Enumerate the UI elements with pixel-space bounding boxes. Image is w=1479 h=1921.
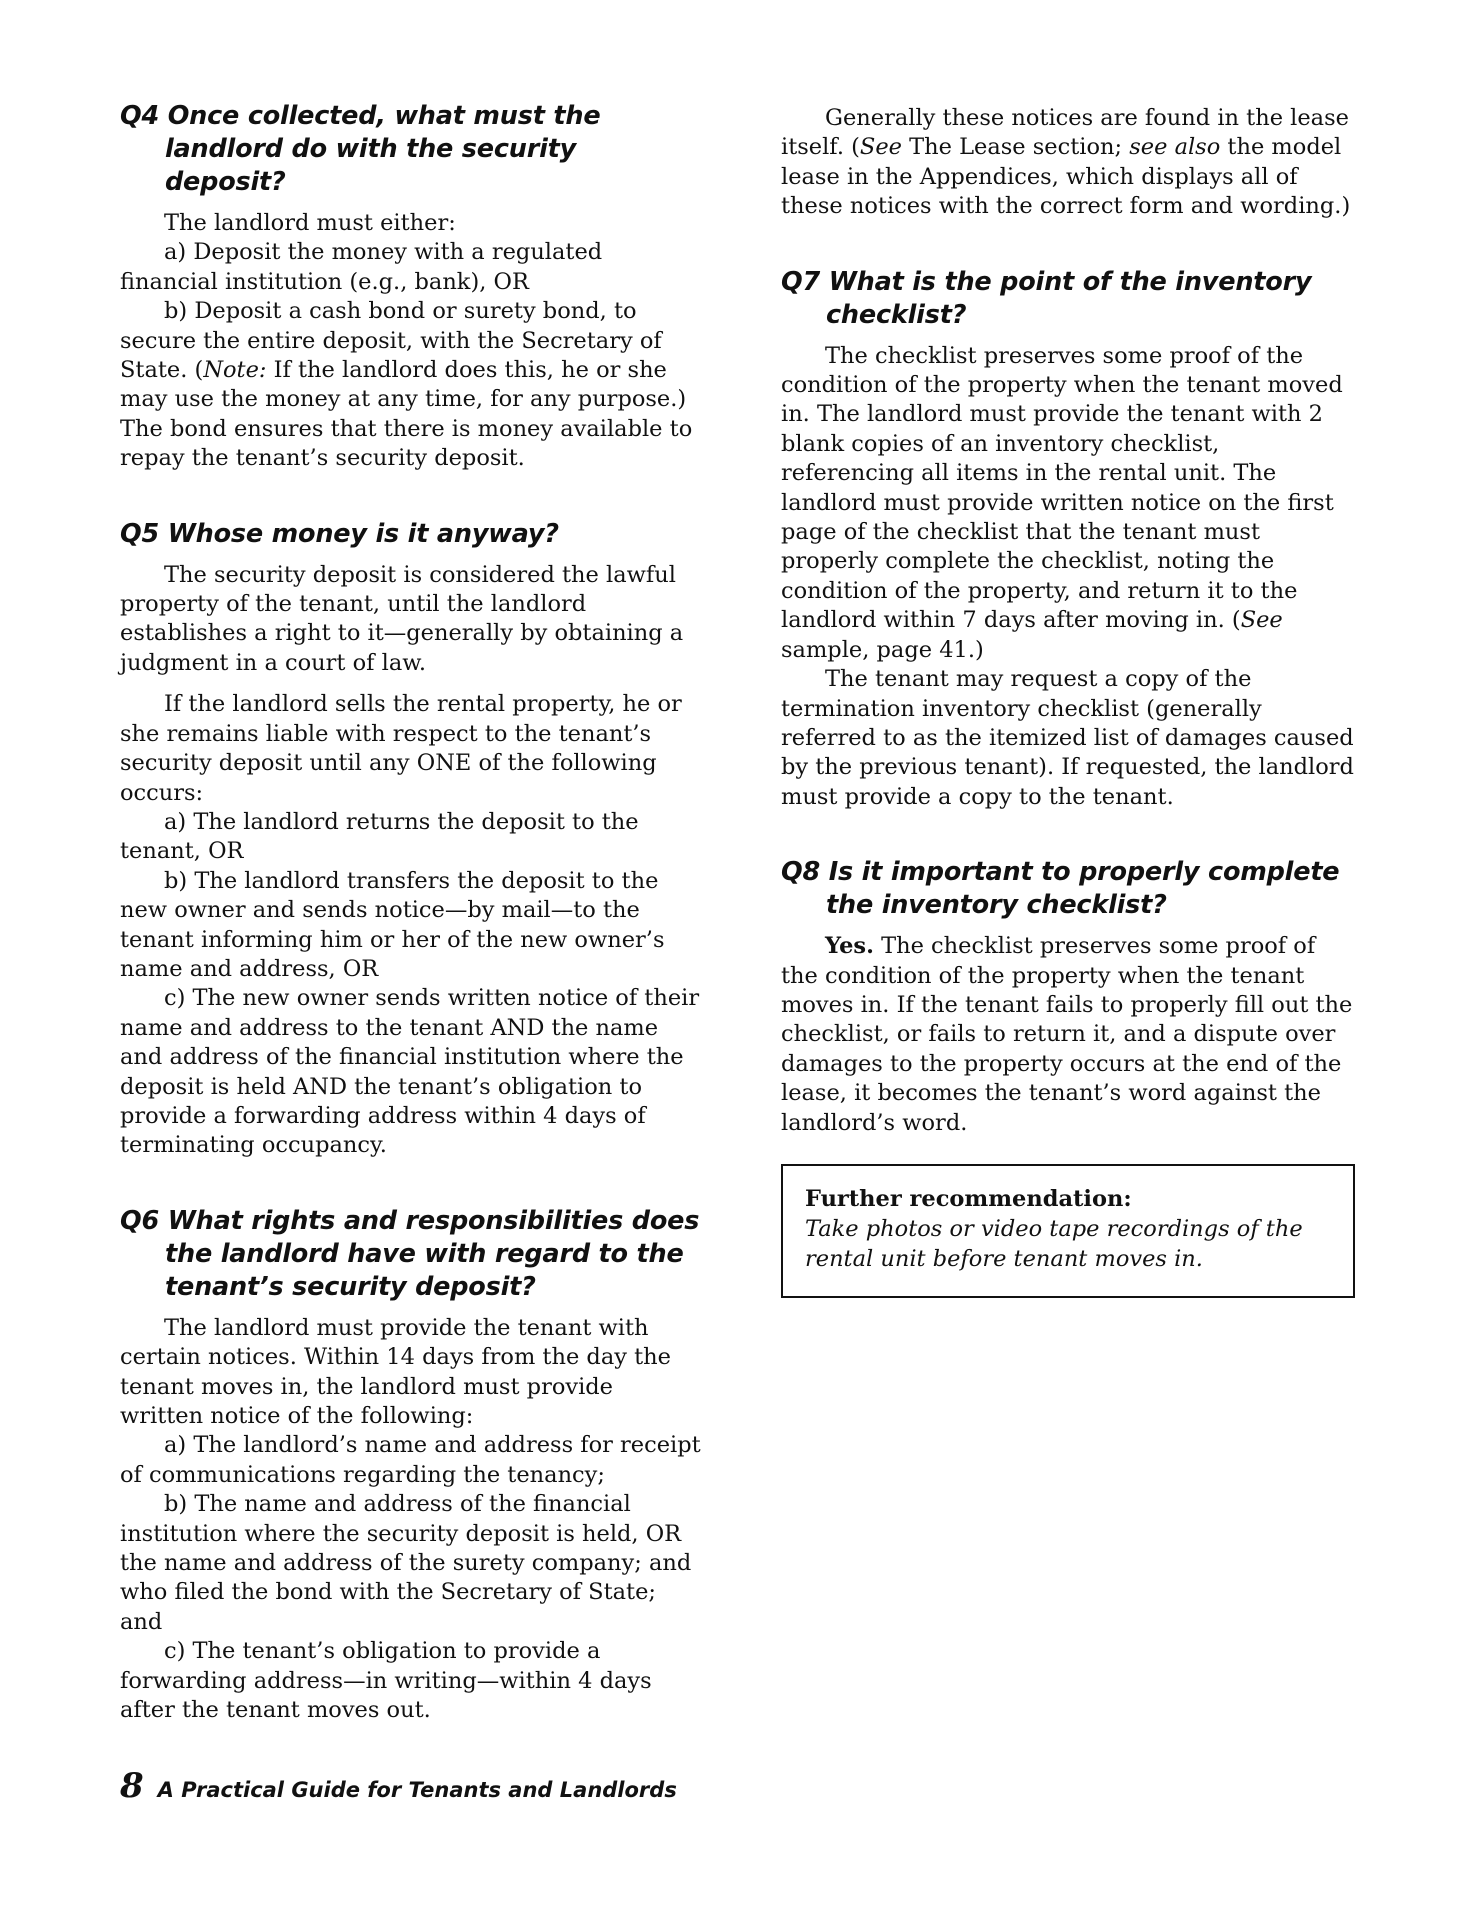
recommendation-title: Further recommendation: <box>805 1185 1132 1212</box>
left-column <box>120 100 702 1725</box>
q6-heading: Q6 What rights and responsibilities does the landlord have with regard to the tenant’s security deposit? <box>120 1205 700 1302</box>
q7-para-2: The tenant may request a copy of the termination inventory checklist (generally referred to as the itemized list of damages caused by the previous tenant). If requested, the landlord must provide a copy to the tenant. <box>781 666 1354 810</box>
q5-para-2: If the landlord sells the rental property, he or she remains liable with respect to the tenant’s security deposit until any ONE of the following occurs: <box>120 691 682 806</box>
q8-para-1: Yes. The checklist preserves some proof of the condition of the property when the tenant moves in. If the tenant fails to properly fill out the checklist, or fails to return it, and a dispute over damages to the property occurs at the end of the lease, it becomes the tenant’s word against the landlord’s word. <box>781 933 1353 1136</box>
recommendation-text: Take photos or video tape recordings of the rental unit before tenant moves in. <box>805 1215 1303 1272</box>
q4-para-2: a) Deposit the money with a regulated financial institution (e.g., bank), OR <box>120 239 603 295</box>
q6-para-1: The landlord must provide the tenant with certain notices. Within 14 days from the day the tenant moves in, the landlord must provide written notice of the following: <box>120 1314 671 1429</box>
q4-para-1: The landlord must either: <box>164 210 456 236</box>
q4-heading: Q4 Once collected, what must the landlord do with the security deposit? <box>120 101 601 197</box>
q5-para-3: a) The landlord returns the deposit to the tenant, OR <box>120 808 639 865</box>
footer-title: A Practical Guide for Tenants and Landlords <box>157 1778 677 1802</box>
q5-heading: Q5 Whose money is it anyway? <box>120 518 559 549</box>
q5-para-1: The security deposit is considered the lawful property of the tenant, until the landlord establishes a right to it—generally by obtaining a judgment in a court of law. <box>120 561 684 676</box>
q6-para-2: a) The landlord’s name and address for receipt of communications regarding the tenancy; <box>120 1432 701 1488</box>
page-number: 8 <box>120 1766 144 1806</box>
q4-para-3: b) Deposit a cash bond or surety bond, to secure the entire deposit, with the Secretary of State. (Note: If the landlord does this, he or she may use the money at any time, for any purpose.) The bond ensures that there is money available to repay the tenant’s security deposit. <box>120 298 693 472</box>
q7-heading: Q7 What is the point of the inventory checklist? <box>781 266 1312 330</box>
q6-para-4: c) The tenant’s obligation to provide a forwarding address—in writing—within 4 days after the tenant moves out. <box>120 1638 652 1724</box>
q8-heading: Q8 Is it important to properly complete the inventory checklist? <box>781 857 1340 921</box>
intro-para: Generally these notices are found in the lease itself. (See The Lease section; see also the model lease in the Appendices, which displays all of these notices with the correct form and wording.) <box>781 105 1351 220</box>
q5-para-4: b) The landlord transfers the deposit to the new owner and sends notice—by mail—to the tenant informing him or her of the new owner’s name and address, OR <box>120 867 665 982</box>
recommendation-box <box>781 1164 1355 1298</box>
q7-para-1: The checklist preserves some proof of the condition of the property when the tenant moved in. The landlord must provide the tenant with 2 blank copies of an inventory checklist, referencing all items in the rental unit. The landlord must provide written notice on the first page of the checklist that the tenant must properly complete the checklist, noting the condition of the property, and return it to the landlord within 7 days after moving in. (See sample, page 41.) <box>781 342 1343 663</box>
page-footer <box>120 1766 677 1806</box>
q6-para-3: b) The name and address of the financial institution where the security deposit is held, OR the name and address of the surety company; and who filed the bond with the Secretary of State; and <box>120 1491 692 1635</box>
q5-para-5: c) The new owner sends written notice of their name and address to the tenant AND the name and address of the financial institution where the deposit is held AND the tenant’s obligation to provide a forwarding address within 4 days of terminating occupancy. <box>120 985 700 1159</box>
right-column <box>781 104 1355 1298</box>
